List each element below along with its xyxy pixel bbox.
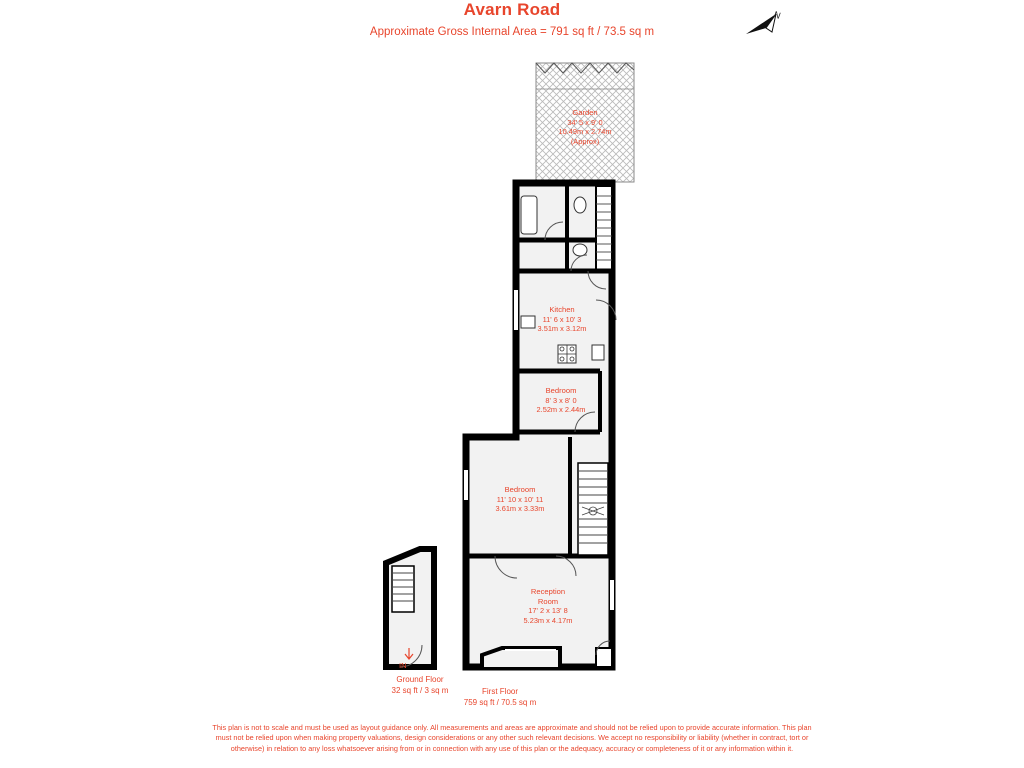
bedroom-small-dims-imperial: 8' 3 x 8' 0	[545, 395, 577, 405]
entrance-label: IN	[399, 661, 407, 670]
room-label-bedroom-main	[470, 485, 570, 514]
room-label-kitchen	[512, 305, 612, 334]
reception-name: Reception	[530, 587, 566, 596]
reception-dims-imperial: 17' 2 x 13' 8	[528, 606, 568, 616]
reception-dims-metric: 5.23m x 4.17m	[523, 615, 573, 625]
garden-dims-imperial: 34' 5 x 9' 0	[567, 117, 603, 127]
garden-note: (Approx)	[570, 136, 600, 146]
bedroom-small-dims-metric: 2.52m x 2.44m	[536, 405, 586, 415]
page-subtitle: Approximate Gross Internal Area = 791 sq ft / 73.5 sq m	[369, 26, 655, 38]
ground-floor-name: Ground Floor	[396, 675, 444, 684]
first-floor-name: First Floor	[482, 687, 518, 696]
kitchen-dims-imperial: 11' 6 x 10' 3	[542, 314, 582, 324]
garden-name: Garden	[572, 108, 598, 117]
bedroom-main-dims-metric: 3.61m x 3.33m	[495, 504, 545, 514]
floor-label-first	[440, 686, 560, 708]
bedroom-main-dims-imperial: 11' 10 x 10' 11	[496, 494, 544, 504]
compass-north-label: N	[772, 9, 783, 21]
reception-name-2: Room	[537, 596, 559, 606]
bedroom-main-name: Bedroom	[504, 485, 536, 494]
room-label-garden	[536, 108, 634, 146]
ground-floor-structure	[386, 549, 434, 667]
bedroom-small-name: Bedroom	[545, 386, 577, 395]
room-label-bedroom-small	[512, 386, 610, 415]
garden-dims-metric: 10.49m x 2.74m	[558, 127, 612, 137]
kitchen-dims-metric: 3.51m x 3.12m	[537, 324, 587, 334]
disclaimer-text: This plan is not to scale and must be used as layout guidance only. All measurements and areas are approximate and should not be relied upon to provide accurate information. This plan must not be relied upon when making property valuations, design considerations or any other such relevant decisions. We accept no responsibility or liability (whether in contract, tort or otherwise) in relation to any loss whatsoever arising from or in connection with any use of this plan or the adequacy, accuracy or completeness of it or any information within it.	[212, 723, 812, 753]
room-label-reception-room	[498, 587, 598, 625]
first-floor-area: 759 sq ft / 70.5 sq m	[463, 698, 537, 707]
kitchen-name: Kitchen	[549, 305, 575, 314]
page-title: Avarn Road	[463, 0, 561, 19]
ground-floor-area: 32 sq ft / 3 sq m	[391, 686, 449, 695]
